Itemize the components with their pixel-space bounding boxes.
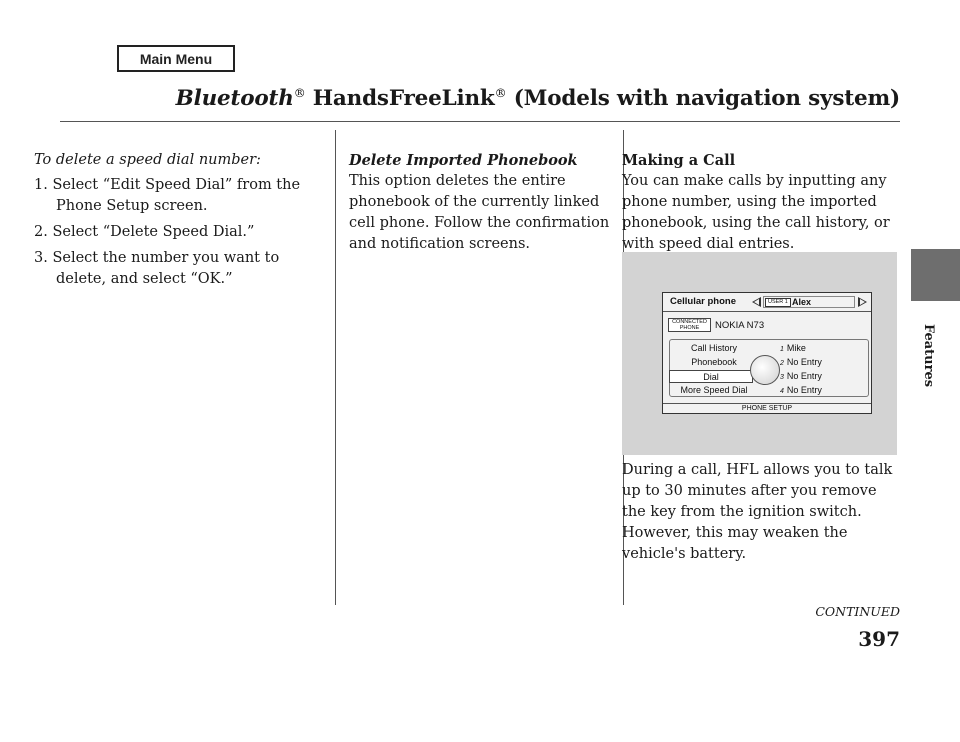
- speed-dial-name: No Entry: [786, 357, 822, 367]
- speed-dial-number: 4: [780, 388, 784, 395]
- header-rule: [60, 121, 900, 122]
- connected-label: CONNECTED: [672, 319, 707, 325]
- main-menu-button[interactable]: Main Menu: [117, 45, 235, 72]
- page-header: [176, 86, 900, 111]
- making-call-intro: You can make calls by inputting any phone number, using the imported phonebook, using the call history, or with speed dial entries.: [622, 173, 890, 252]
- header-reg-mark-2: ®: [494, 86, 507, 100]
- continued-label: CONTINUED: [815, 604, 900, 619]
- making-call-body: During a call, HFL allows you to talk up to 30 minutes after you remove the key from the ignition switch. However, this may weaken the vehicle's battery.: [622, 462, 893, 562]
- column-3: [622, 150, 904, 255]
- column-divider-1: [335, 130, 336, 605]
- user-badge: USER 1: [765, 298, 791, 307]
- delete-speed-dial-title: To delete a speed dial number:: [34, 152, 261, 168]
- speed-dial-name: Mike: [786, 343, 806, 353]
- selector-knob-icon[interactable]: [750, 355, 780, 385]
- speed-dial-4[interactable]: [780, 384, 822, 397]
- speed-dial-1[interactable]: [780, 342, 806, 355]
- speed-dial-name: No Entry: [786, 371, 822, 381]
- page-number: 397: [858, 627, 900, 651]
- header-product: HandsFreeLink: [305, 86, 495, 111]
- user-name: Alex: [792, 297, 812, 307]
- making-call-title: Making a Call: [622, 152, 736, 169]
- column-3-lower: [622, 460, 904, 565]
- column-2: [349, 150, 617, 255]
- speed-dial-name: No Entry: [786, 385, 822, 395]
- delete-phonebook-title: Delete Imported Phonebook: [349, 152, 578, 169]
- header-suffix: (Models with navigation system): [506, 86, 900, 111]
- menu-item-more-speed-dial[interactable]: More Speed Dial: [680, 385, 748, 395]
- next-user-arrow-icon[interactable]: [858, 297, 867, 307]
- menu-item-call-history[interactable]: Call History: [690, 343, 737, 353]
- step-1: 1. Select “Edit Speed Dial” from the Phone Setup screen.: [34, 177, 301, 214]
- speed-dial-2[interactable]: [780, 356, 822, 369]
- connected-phone-badge: [668, 318, 711, 332]
- speed-dial-3[interactable]: [780, 370, 822, 383]
- previous-user-arrow-icon[interactable]: [752, 297, 761, 307]
- header-reg-mark: ®: [293, 86, 306, 100]
- connected-phone-label: PHONE: [679, 325, 700, 331]
- step-2: 2. Select “Delete Speed Dial.”: [34, 224, 255, 240]
- side-section-label-text: Features: [921, 323, 937, 387]
- menu-item-phonebook[interactable]: Phonebook: [691, 357, 737, 367]
- column-1: [34, 150, 330, 290]
- delete-phonebook-body: This option deletes the entire phonebook of the currently linked cell phone. Follow the confirmation and notification screens.: [349, 173, 610, 252]
- speed-dial-number: 3: [780, 374, 784, 381]
- phone-setup-button[interactable]: PHONE SETUP: [663, 403, 871, 413]
- screen-separator: [663, 311, 871, 312]
- screen-title: Cellular phone: [670, 296, 736, 307]
- speed-dial-number: 2: [780, 360, 784, 367]
- connected-phone-name: NOKIA N73: [715, 320, 765, 331]
- header-brand: Bluetooth: [175, 86, 294, 111]
- menu-item-dial[interactable]: Dial: [669, 370, 753, 383]
- cellular-phone-screen: [662, 292, 872, 414]
- step-3: 3. Select the number you want to delete, and select “OK.”: [34, 250, 280, 287]
- side-tab-marker: [911, 249, 960, 301]
- speed-dial-number: 1: [780, 346, 784, 353]
- side-section-label: [916, 310, 942, 400]
